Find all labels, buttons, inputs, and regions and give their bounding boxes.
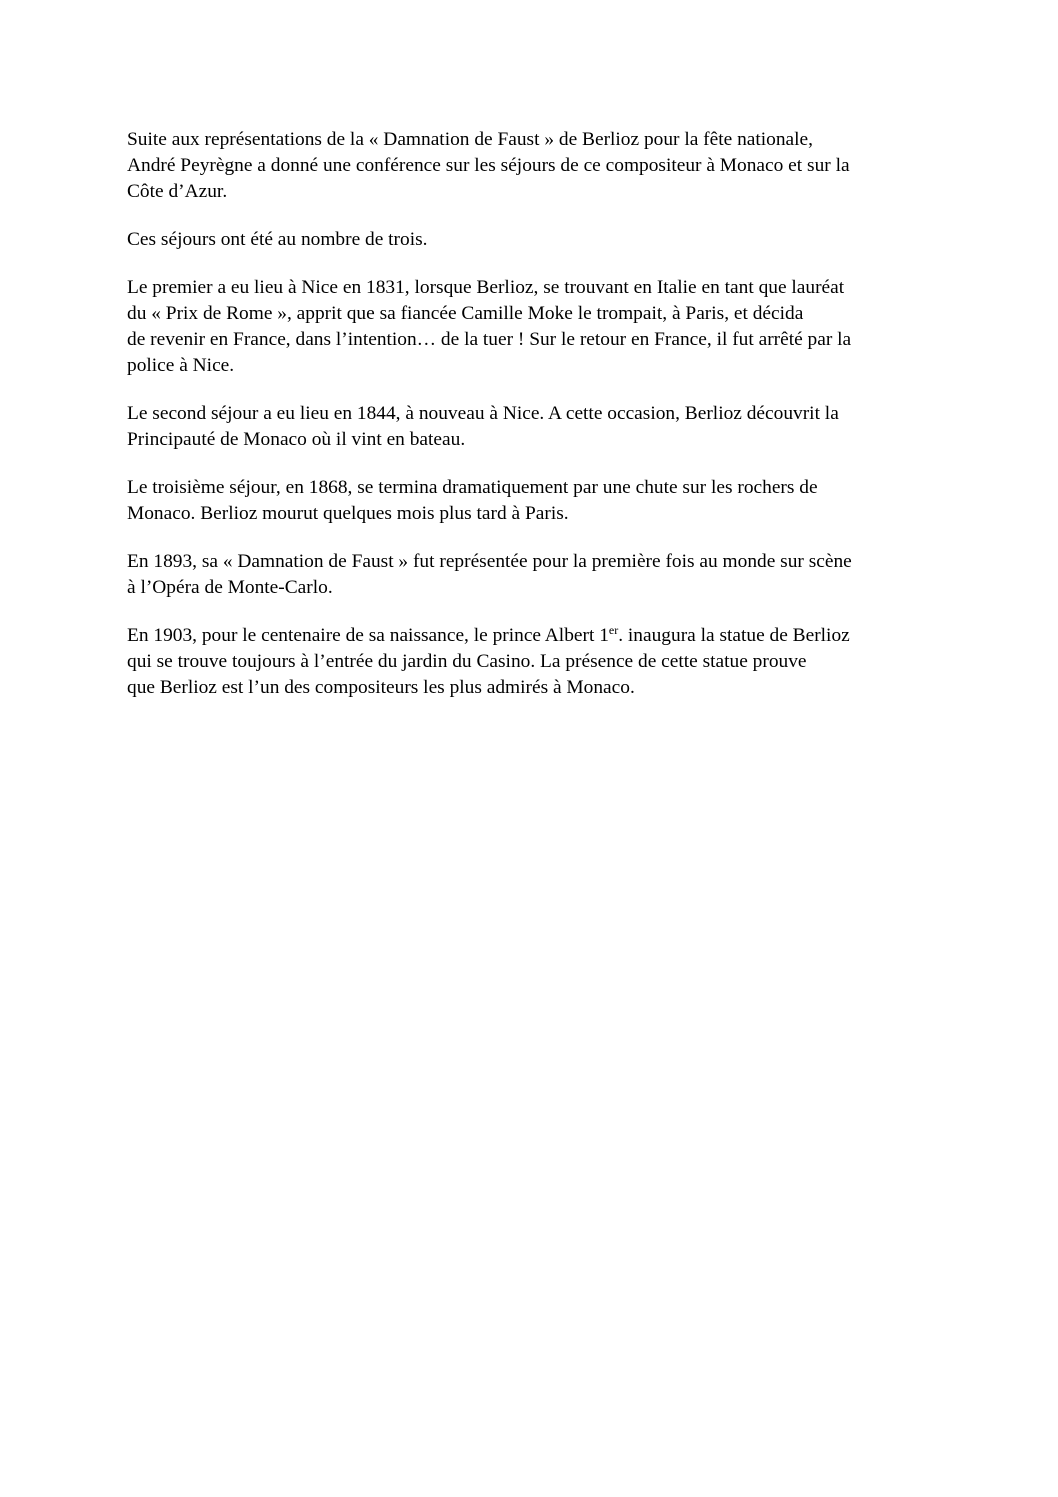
text-line: Monaco. Berlioz mourut quelques mois plus tard à Paris. [127,503,569,524]
text-fragment: En 1903, pour le centenaire de sa naissance, le prince Albert 1 [127,625,609,646]
text-line: Suite aux représentations de la « Damnation de Faust » de Berlioz pour la fête nationale, [127,129,814,150]
text-line: de revenir en France, dans l’intention… de la tuer ! Sur le retour en France, il fut arrêté par la [127,329,852,350]
paragraph-first-stay [127,275,937,379]
paragraph-1893 [127,549,937,601]
text-line: Ces séjours ont été au nombre de trois. [127,229,428,250]
text-line: André Peyrègne a donné une conférence sur les séjours de ce compositeur à Monaco et sur la [127,155,850,176]
text-line [127,623,937,649]
paragraph-count [127,227,937,253]
ordinal-superscript: er [608,623,619,637]
text-line: qui se trouve toujours à l’entrée du jardin du Casino. La présence de cette statue prouve [127,651,807,672]
text-line: En 1893, sa « Damnation de Faust » fut représentée pour la première fois au monde sur scène [127,551,852,572]
text-line: Le premier a eu lieu à Nice en 1831, lorsque Berlioz, se trouvant en Italie en tant que lauréat [127,277,845,298]
text-line: Principauté de Monaco où il vint en bateau. [127,429,466,450]
text-line: du « Prix de Rome », apprit que sa fiancée Camille Moke le trompait, à Paris, et décida [127,303,804,324]
document-body [127,127,937,723]
paragraph-intro [127,127,937,205]
text-line: Côte d’Azur. [127,181,228,202]
text-line: à l’Opéra de Monte-Carlo. [127,577,333,598]
text-fragment: . inaugura la statue de Berlioz [618,625,850,646]
text-line: Le troisième séjour, en 1868, se termina dramatiquement par une chute sur les rochers de [127,477,818,498]
text-line: Le second séjour a eu lieu en 1844, à nouveau à Nice. A cette occasion, Berlioz découvrit la [127,403,839,424]
paragraph-second-stay [127,401,937,453]
paragraph-third-stay [127,475,937,527]
text-line: que Berlioz est l’un des compositeurs les plus admirés à Monaco. [127,677,635,698]
paragraph-1903 [127,623,937,701]
text-line: police à Nice. [127,355,235,376]
